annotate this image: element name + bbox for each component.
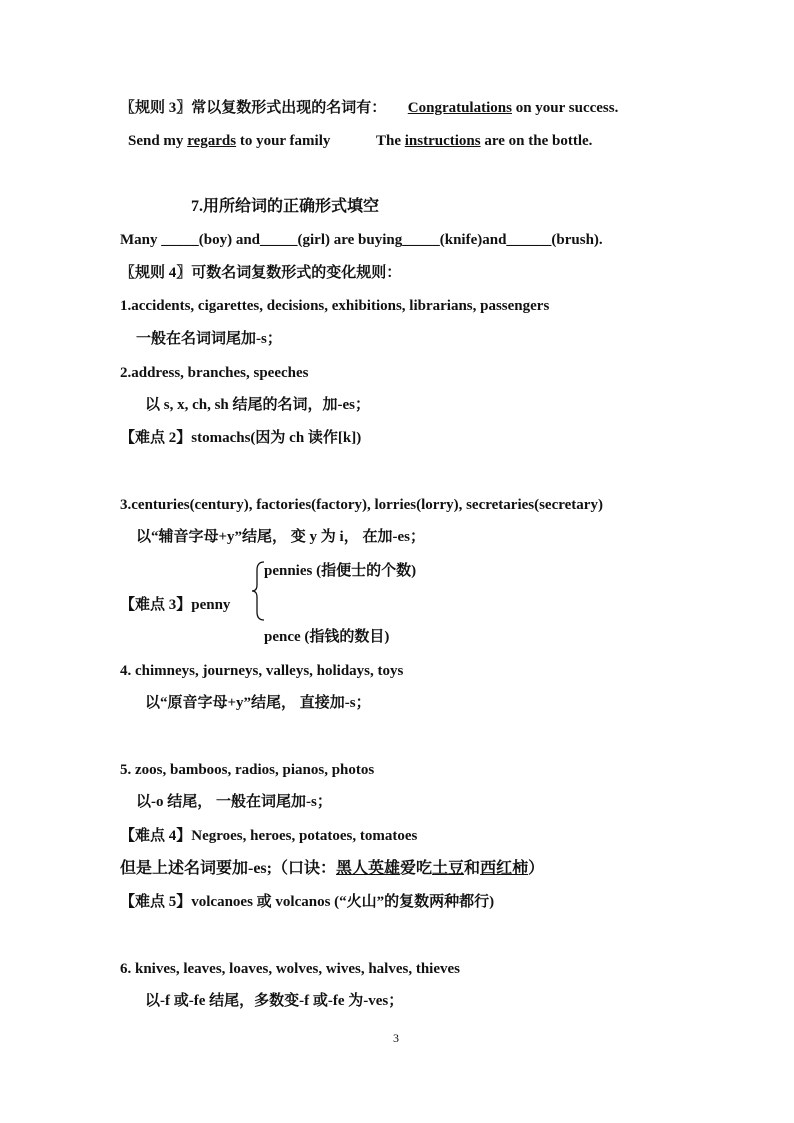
difficulty4: 【难点 4】Negroes, heroes, potatoes, tomatoes [120, 828, 418, 844]
curly-brace-icon [250, 560, 266, 622]
difficulty4-note-suffix: ） [528, 860, 545, 877]
rule3-example2 [128, 134, 330, 149]
rule3-title: 〖规则 3〗常以复数形式出现的名词有： [120, 100, 387, 116]
rule3-example3-pre: The [376, 133, 405, 149]
difficulty4-note-prefix: 但是上述名词要加-es;（口诀： [120, 860, 336, 877]
difficulty5: 【难点 5】volcanoes 或 volcanos (“火山”的复数两种都行) [120, 894, 495, 910]
item6-note: 以-f 或-fe 结尾，多数变-f 或-fe 为-ves； [145, 993, 404, 1009]
item1-note: 一般在名词词尾加-s； [136, 331, 282, 347]
difficulty2: 【难点 2】stomachs(因为 ch 读作[k]) [120, 430, 362, 446]
item4-note: 以“原音字母+y”结尾， 直接加-s； [145, 695, 371, 711]
mnemonic-part4: 和 [464, 860, 481, 877]
rule3-example2-post: to your family [236, 133, 331, 149]
rule3-example3-word: instructions [404, 133, 481, 149]
item3-note: 以“辅音字母+y”结尾， 变 y 为 i， 在加-es； [136, 529, 425, 545]
rule3-example1-rest: on your success. [511, 100, 619, 116]
difficulty3-label: 【难点 3】penny [120, 597, 231, 613]
exercise7-title: 7.用所给词的正确形式填空 [191, 198, 380, 215]
exercise7-sentence: Many _____(boy) and_____(girl) are buying_____(knife)and______(brush). [120, 232, 603, 248]
mnemonic-part2: 爱吃 [400, 860, 433, 877]
mnemonic-part1: 黑人英雄 [336, 860, 401, 877]
rule3-line [120, 101, 618, 116]
rule3-example2-word: regards [187, 133, 237, 149]
item5-note: 以-o 结尾， 一般在词尾加-s； [136, 794, 332, 810]
page-number: 3 [393, 1031, 399, 1045]
item1-words: 1.accidents, cigarettes, decisions, exhibitions, librarians, passengers [120, 298, 550, 314]
item2-words: 2.address, branches, speeches [120, 365, 309, 381]
rule3-example3 [376, 134, 592, 149]
item6-words: 6. knives, leaves, loaves, wolves, wives, halves, thieves [120, 961, 460, 977]
rule3-example1-word: Congratulations [407, 100, 512, 116]
difficulty3-option1: pennies (指便士的个数) [264, 563, 417, 579]
item2-note: 以 s, x, ch, sh 结尾的名词，加-es； [145, 397, 371, 413]
mnemonic-part5: 西红柿 [480, 860, 529, 877]
item5-words: 5. zoos, bamboos, radios, pianos, photos [120, 762, 375, 778]
difficulty4-note [120, 861, 544, 877]
rule3-example2-pre: Send my [128, 133, 188, 149]
rule4-title: 〖规则 4〗可数名词复数形式的变化规则： [120, 265, 402, 281]
difficulty3-option2: pence (指钱的数目) [264, 629, 390, 645]
mnemonic-part3: 土豆 [432, 860, 465, 877]
item3-words: 3.centuries(century), factories(factory), lorries(lorry), secretaries(secretary) [120, 497, 603, 513]
item4-words: 4. chimneys, journeys, valleys, holidays, toys [120, 663, 404, 679]
rule3-example3-post: are on the bottle. [480, 133, 593, 149]
